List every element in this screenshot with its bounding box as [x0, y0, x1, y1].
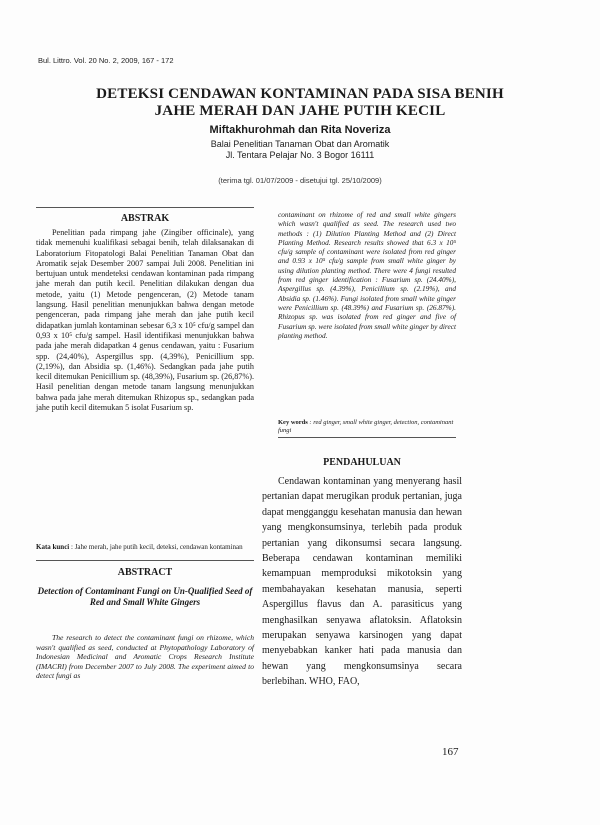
pendahuluan-paragraph: Cendawan kontaminan yang menyerang hasil pertanian dapat merugikan produk pertanian, juga dapat mengganggu kesehatan manusia dan hewan yang mengkonsumsinya, terlebih pada produk pertanian yang dikonsumsi secara langsung. Beberapa cendawan kontaminan memiliki kemampuan memproduksi mikotoksin yang membahayakan kesehatan manusia, seperti Aspergillus flavus dan A. parasiticus yang menghasilkan senyawa aflatoksin. Aflatoksin merupakan senyawa karsinogen yang dapat menyebabkan kanker hati pada manusia dan hewan yang mengkonsumsinya secara berlebihan. WHO, FAO, — [262, 476, 462, 688]
key-words-text: : red ginger, small white ginger, detection, contaminant fungi — [278, 419, 454, 434]
key-words-label: Key words — [278, 419, 308, 426]
abstrak-paragraph: Penelitian pada rimpang jahe (Zingiber officinale), yang tidak memenuhi kualifikasi sebagai benih, telah dilaksanakan di Laboratorium Fitopatologi Balai Penelitian Tanaman Obat dan Aromatik sejak Desember 2007 sampai Juli 2008. Penelitian ini bertujuan untuk mendeteksi cendawan kontaminan pada rimpang jahe merah dan putih kecil. Penelitian dilakukan dengan dua metode, yaitu (1) Metode pengenceran, (2) Metode tanam langsung. Hasil penelitian menunjukkan bahwa dengan metode pengenceran, pada rimpang jahe merah dan jahe putih kecil didapatkan jumlah kontaminan sebesar 6,3 x 10⁵ cfu/g sampel dan 0,93 x 10⁵ cfu/g sampel. Hasil identifikasi menunjukkan bahwa pada jahe merah didapatkan 4 genus cendawan, yaitu : Fusarium spp. (24,40%), Aspergillus spp. (4,39%), Penicillium spp. (2,19%), dan Absidia sp. (1,46%). Sedangkan pada jahe putih kecil ditemukan Penicillium sp. (48,39%), Fusarium sp. (26,87%). Hasil penelitian dengan metode tanam langsung menunjukkan bahwa pada jahe merah ditemukan Rhizopus sp., sedangkan pada jahe putih kecil ditemukan 5 isolat Fusarium sp. — [36, 228, 254, 413]
received-dates: (terima tgl. 01/07/2009 - disetujui tgl. 25/10/2009) — [218, 176, 382, 185]
affiliation-line-1: Balai Penelitian Tanaman Obat dan Aromatik — [210, 139, 390, 149]
title-line-1: DETEKSI CENDAWAN KONTAMINAN PADA SISA BENIH — [96, 86, 504, 102]
kata-kunci-label: Kata kunci — [36, 543, 70, 551]
abstract-paragraph-2: contaminant on rhizome of red and small white gingers which wasn't qualified as seed. The research used two methods : (1) Dilution Planting Method and (2) Direct Planting Method. Research results showed that 6.3 x 10⁵ cfu/g sample of contaminant were isolated from red ginger and 0.93 x 10⁵ cfu/g sample from small white ginger by using dilution planting method. There were 4 fungi resulted from red ginger identification : Fusarium sp. (24.40%), Aspergillus sp. (4.39%), Penicillium sp. (2.19%), and Absidia sp. (1.46%). Fungi isolated from small white ginger were Penicillium sp. (48.39%) and Fusarium sp. (26.87%). Rhizopus sp. was isolated from red ginger and five of Fusarium sp. were isolated from small white ginger by direct planting method. — [278, 210, 456, 340]
english-title: Detection of Contaminant Fungi on Un-Qualified Seed of Red and Small White Gingers — [37, 586, 253, 607]
abstract-body-part-2 — [278, 210, 456, 340]
divider-middle — [36, 560, 254, 561]
divider-top — [36, 207, 254, 208]
kata-kunci — [36, 543, 254, 551]
abstract-body-part-1 — [36, 633, 254, 681]
affiliation-line-2: Jl. Tentara Pelajar No. 3 Bogor 16111 — [225, 150, 375, 160]
pendahuluan-body — [262, 474, 462, 690]
title-line-2: JAHE MERAH DAN JAHE PUTIH KECIL — [154, 103, 446, 119]
abstrak-body — [36, 228, 254, 413]
abstract-paragraph-1: The research to detect the contaminant fungi on rhizome, which wasn't qualified as seed, conducted at Phytopathology Laboratory of Indonesian Medicinal and Aromatic Crops Research Institute (IMACRI) from December 2007 to July 2008. The experiment aimed to detect fungi as — [36, 633, 254, 681]
journal-reference: Bul. Littro. Vol. 20 No. 2, 2009, 167 - 172 — [38, 56, 174, 65]
page-number: 167 — [442, 746, 459, 758]
authors: Miftakhurohmah dan Rita Noveriza — [209, 124, 391, 136]
abstrak-heading: ABSTRAK — [120, 213, 170, 224]
divider-right — [278, 437, 456, 438]
abstract-heading: ABSTRACT — [117, 567, 173, 578]
kata-kunci-text: : Jahe merah, jahe putih kecil, deteksi, cendawan kontaminan — [71, 543, 243, 551]
pendahuluan-heading: PENDAHULUAN — [323, 457, 401, 468]
key-words — [278, 419, 456, 434]
